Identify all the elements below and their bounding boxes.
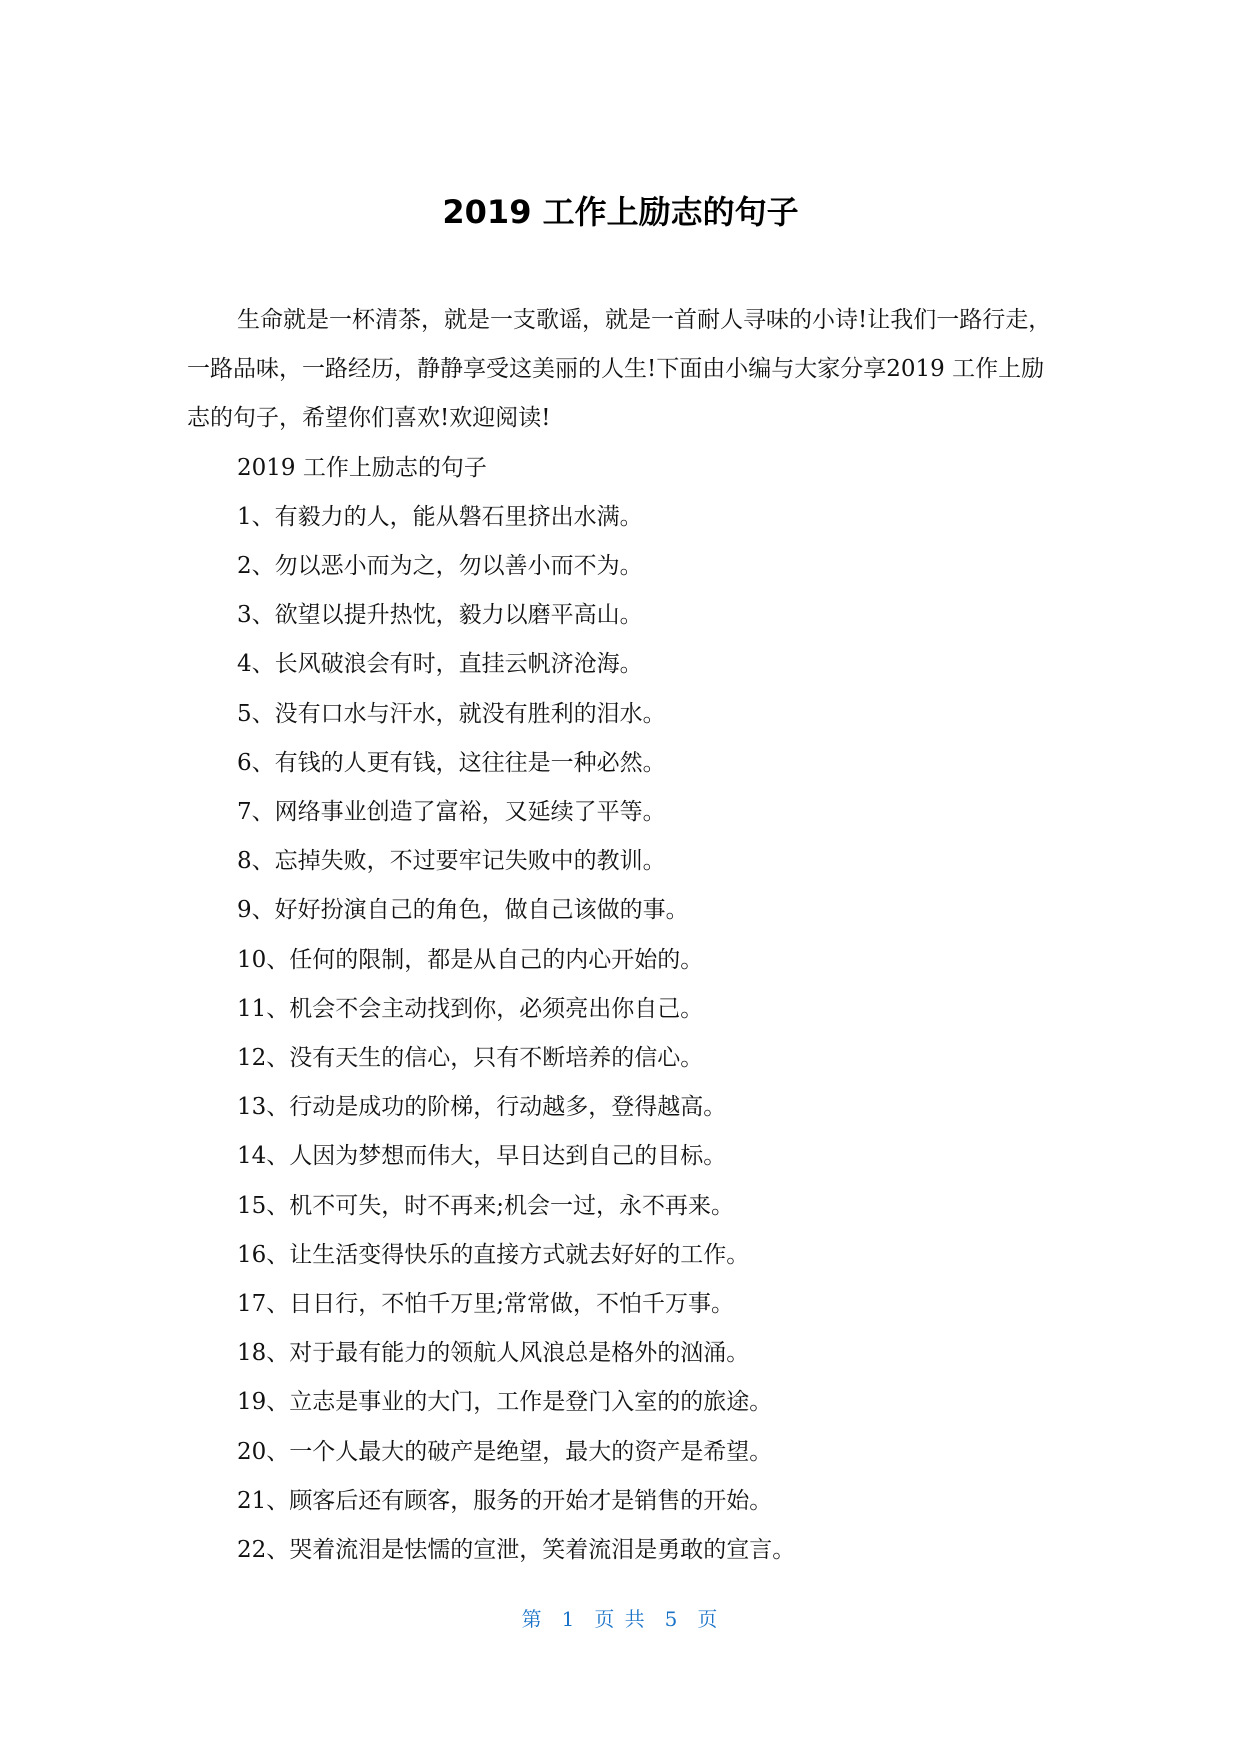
sentence-item: 15、机不可失，时不再来;机会一过，永不再来。	[237, 1192, 735, 1219]
sentence-item: 19、立志是事业的大门，工作是登门入室的的旅途。	[237, 1389, 773, 1416]
sentence-item: 20、一个人最大的破产是绝望，最大的资产是希望。	[237, 1438, 773, 1465]
sentence-item: 12、没有天生的信心，只有不断培养的信心。	[237, 1045, 704, 1072]
sentence-item: 5、没有口水与汗水，就没有胜利的泪水。	[237, 700, 666, 727]
sentence-item: 8、忘掉失败，不过要牢记失败中的教训。	[237, 848, 666, 875]
sentence-item: 13、行动是成功的阶梯，行动越多，登得越高。	[237, 1094, 727, 1121]
footer-suffix: 页	[697, 1607, 720, 1631]
sentence-item: 21、顾客后还有顾客，服务的开始才是销售的开始。	[237, 1487, 773, 1514]
sentence-item: 16、让生活变得快乐的直接方式就去好好的工作。	[237, 1241, 750, 1268]
page-footer	[0, 1604, 1241, 1634]
sentence-item: 1、有毅力的人，能从磐石里挤出水满。	[237, 503, 643, 530]
sentence-item: 17、日日行，不怕千万里;常常做，不怕千万事。	[237, 1291, 735, 1318]
footer-total-pages: 5	[664, 1607, 680, 1631]
footer-current-page: 1	[561, 1607, 577, 1631]
document-body	[187, 296, 1067, 1575]
document-title: 2019 工作上励志的句子	[442, 193, 799, 231]
sentence-item: 22、哭着流泪是怯懦的宣泄，笑着流泪是勇敢的宣言。	[237, 1537, 796, 1564]
section-subtitle: 2019 工作上励志的句子	[237, 454, 487, 481]
sentence-item: 4、长风破浪会有时，直挂云帆济沧海。	[237, 651, 643, 678]
sentence-item: 14、人因为梦想而伟大，早日达到自己的目标。	[237, 1143, 727, 1170]
sentence-item: 18、对于最有能力的领航人风浪总是格外的汹涌。	[237, 1340, 750, 1367]
sentence-list	[187, 493, 1067, 1575]
sentence-item: 10、任何的限制，都是从自己的内心开始的。	[237, 946, 704, 973]
sentence-item: 2、勿以恶小而为之，勿以善小而不为。	[237, 553, 643, 580]
sentence-item: 6、有钱的人更有钱，这往往是一种必然。	[237, 749, 666, 776]
intro-paragraph: 生命就是一杯清茶，就是一支歌谣，就是一首耐人寻味的小诗!让我们一路行走，一路品味，一路经历，静静享受这美丽的人生!下面由小编与大家分享2019 工作上励志的句子，希望你们喜欢!欢迎阅读!	[187, 307, 1052, 432]
footer-prefix: 第	[521, 1607, 544, 1631]
sentence-item: 9、好好扮演自己的角色，做自己该做的事。	[237, 897, 689, 924]
footer-middle: 页 共	[594, 1607, 647, 1631]
sentence-item: 11、机会不会主动找到你，必须亮出你自己。	[237, 995, 704, 1022]
sentence-item: 3、欲望以提升热忱，毅力以磨平高山。	[237, 602, 643, 629]
sentence-item: 7、网络事业创造了富裕，又延续了平等。	[237, 799, 666, 826]
